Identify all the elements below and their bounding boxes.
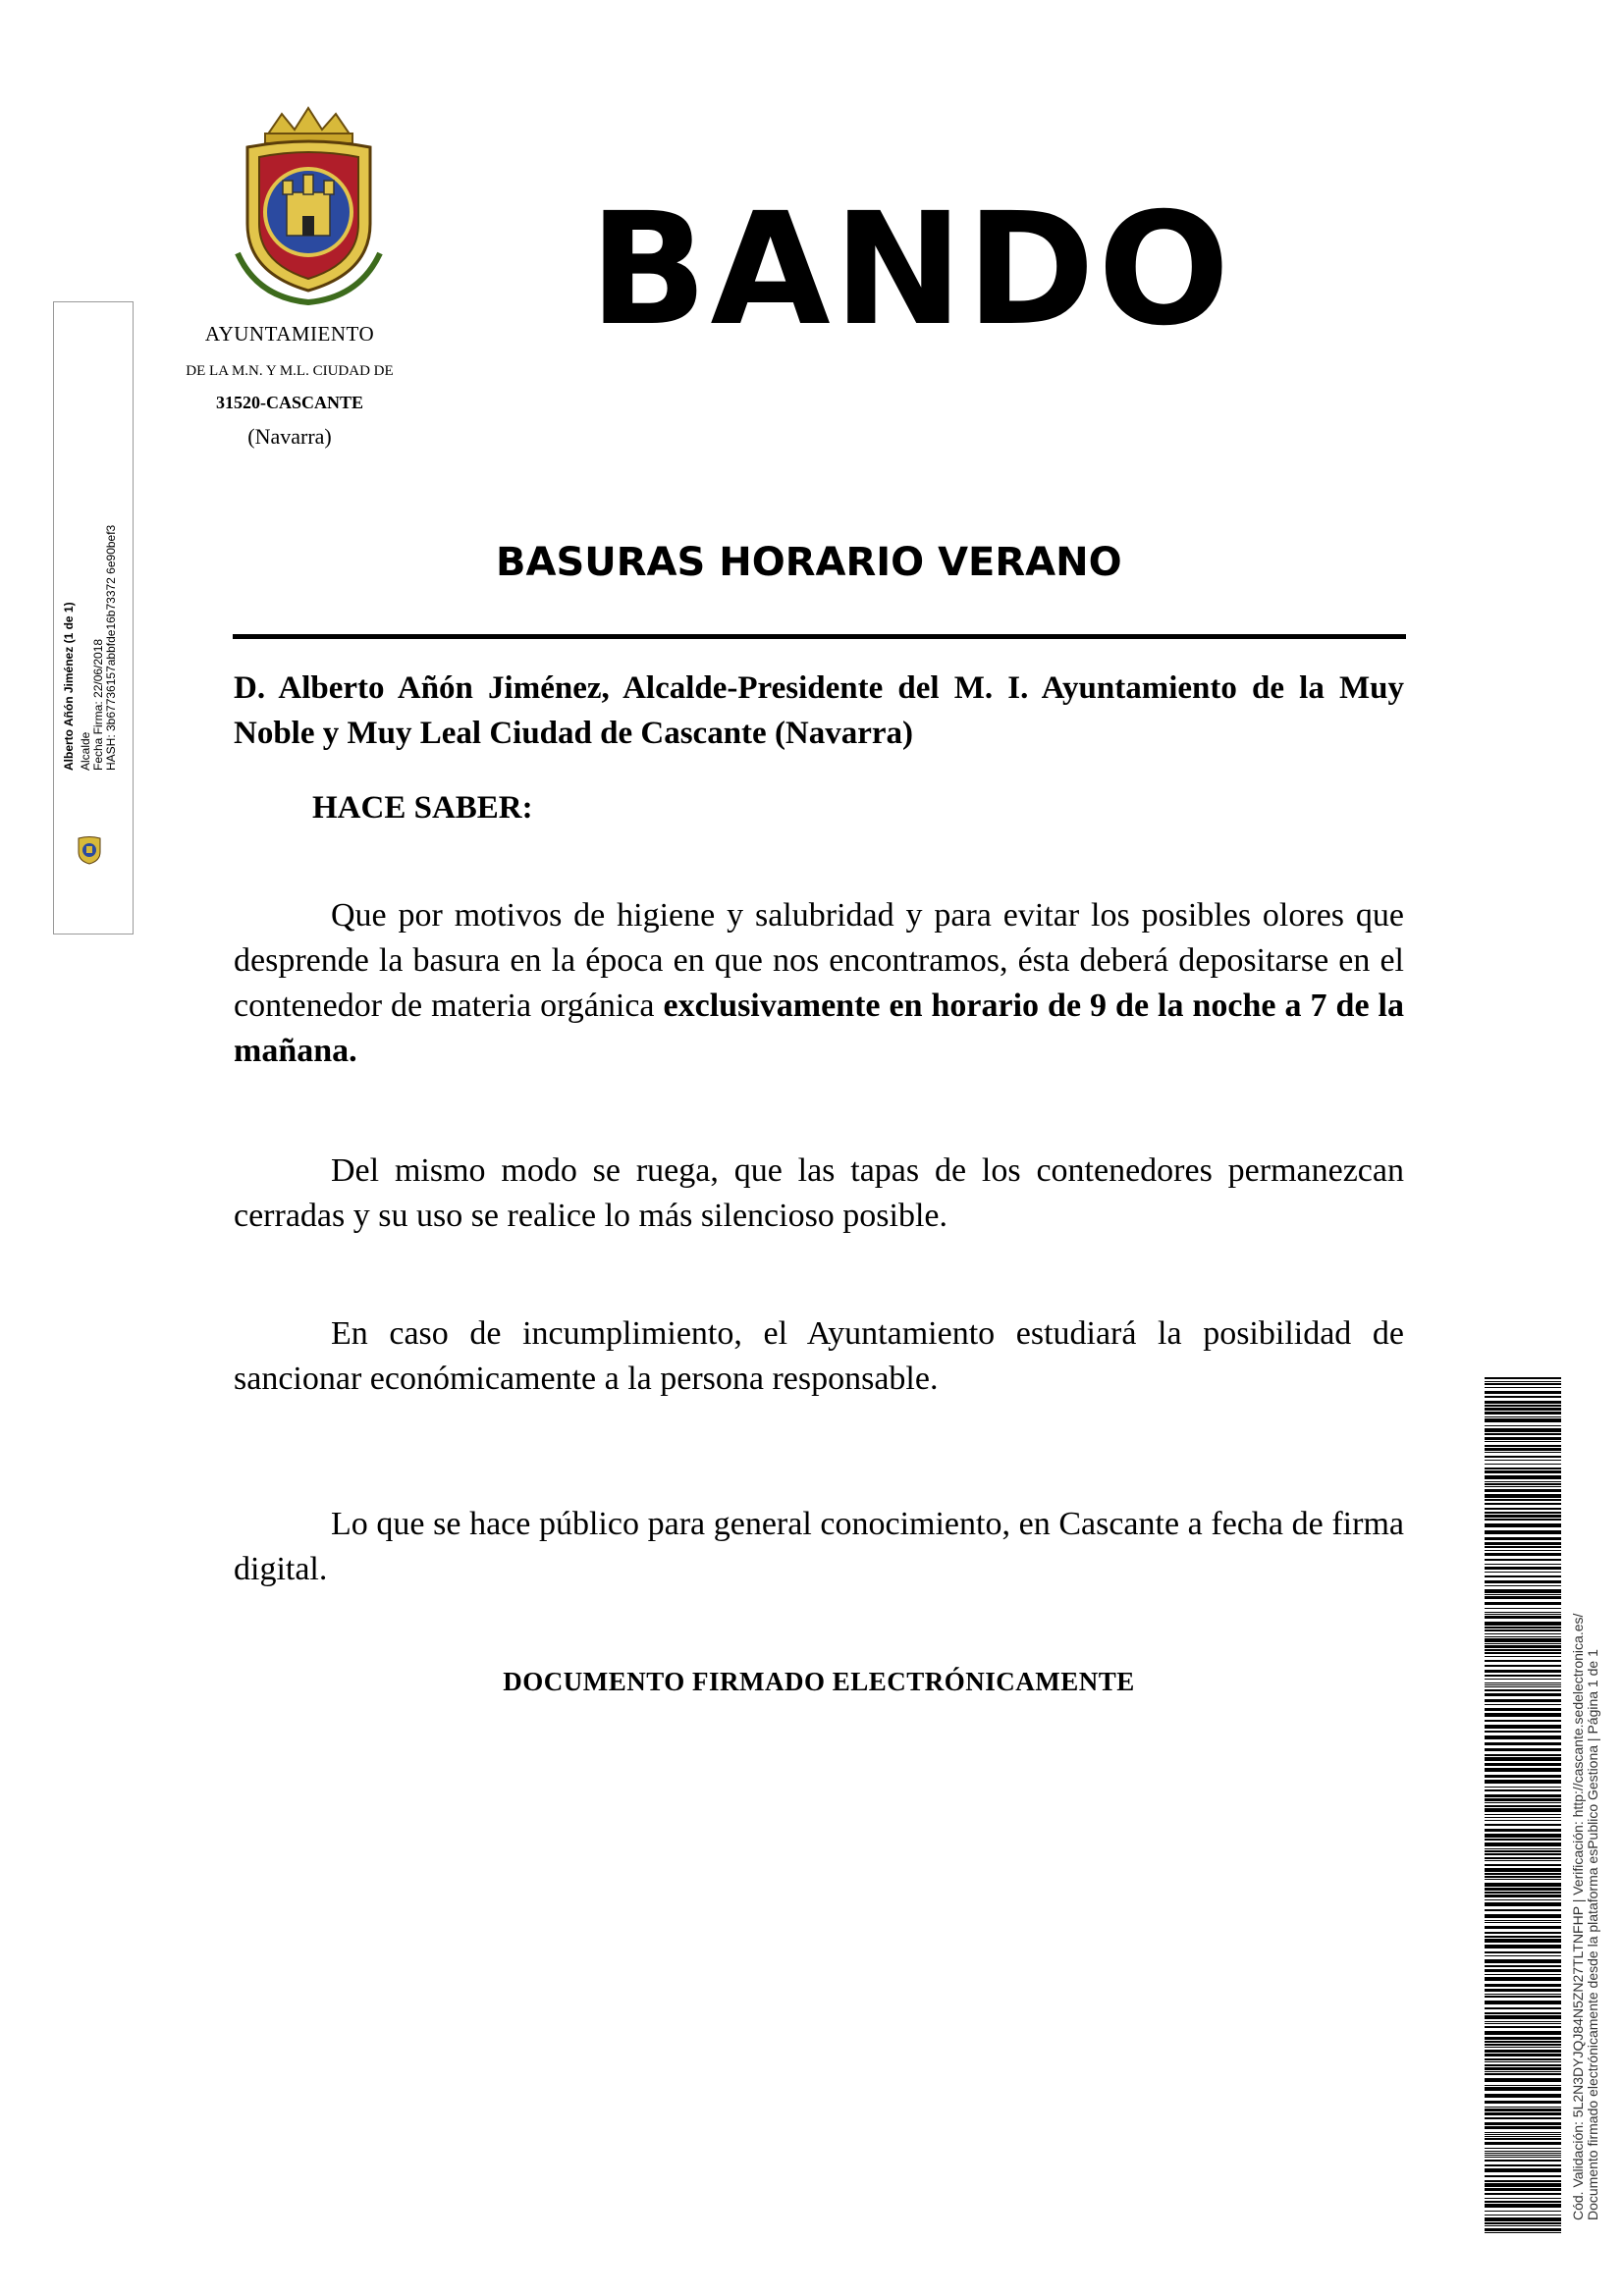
- paragraph-lids-text: Del mismo modo se ruega, que las tapas de los contenedores permanezcan cerradas y su uso se realice lo más silencioso posible.: [234, 1152, 1404, 1234]
- signed-notice: DOCUMENTO FIRMADO ELECTRÓNICAMENTE: [503, 1667, 1135, 1696]
- signature-hash: HASH: 3b67736157abbfde16b73372 6e90bef3: [104, 524, 118, 771]
- barcode-icon: [1485, 1377, 1561, 2236]
- org-region: (Navarra): [247, 424, 332, 449]
- paragraph-sanction-text: En caso de incumplimiento, el Ayuntamiento estudiará la posibilidad de sancionar económicamente a la persona responsable.: [234, 1315, 1404, 1397]
- authority-statement: D. Alberto Añón Jiménez, Alcalde-Presidente del M. I. Ayuntamiento de la Muy Noble y Muy Leal Ciudad de Cascante (Navarra): [234, 670, 1404, 751]
- signature-name: Alberto Añón Jiménez (1 de 1): [62, 602, 76, 771]
- title-divider: [233, 634, 1406, 639]
- signature-role: Alcalde: [79, 731, 92, 771]
- paragraph-public-text: Lo que se hace público para general conocimiento, en Cascante a fecha de firma digital.: [234, 1506, 1404, 1587]
- org-postcode-city: 31520-CASCANTE: [215, 393, 363, 412]
- paragraph-public: [234, 1502, 1404, 1592]
- validation-platform: Documento firmado electrónicamente desde la plataforma esPublico Gestiona | Página 1 de 1: [1585, 1649, 1600, 2220]
- paragraph-schedule: [234, 893, 1404, 1074]
- org-name-line2: DE LA M.N. Y M.L. CIUDAD DE: [186, 363, 394, 379]
- paragraph-schedule-text: Que por motivos de higiene y salubridad y para evitar los posibles olores que desprende la basura en la época en que nos encontramos, ésta deberá depositarse en el contenedor de materia orgánica: [234, 897, 1404, 1024]
- paragraph-lids: [234, 1148, 1404, 1239]
- coat-of-arms-icon: [228, 106, 390, 307]
- small-crest-icon: [77, 832, 102, 866]
- validation-code: Cód. Validación: 5L2N3DYJQJ84N5ZN27TLTNFHP | Verificación: http://cascante.sedelectronica.es/: [1570, 1613, 1586, 2220]
- org-name-line1: AYUNTAMIENTO: [204, 322, 375, 346]
- paragraph-sanction: [234, 1311, 1404, 1402]
- paragraph-schedule-bold: exclusivamente en horario de 9 de la noche a 7 de la mañana.: [234, 988, 1404, 1069]
- document-subject: BASURAS HORARIO VERANO: [496, 540, 1122, 585]
- document-title: BANDO: [589, 180, 1233, 360]
- signature-date: Fecha Firma: 22/06/2018: [91, 638, 105, 771]
- hace-saber-heading: HACE SABER:: [312, 790, 533, 826]
